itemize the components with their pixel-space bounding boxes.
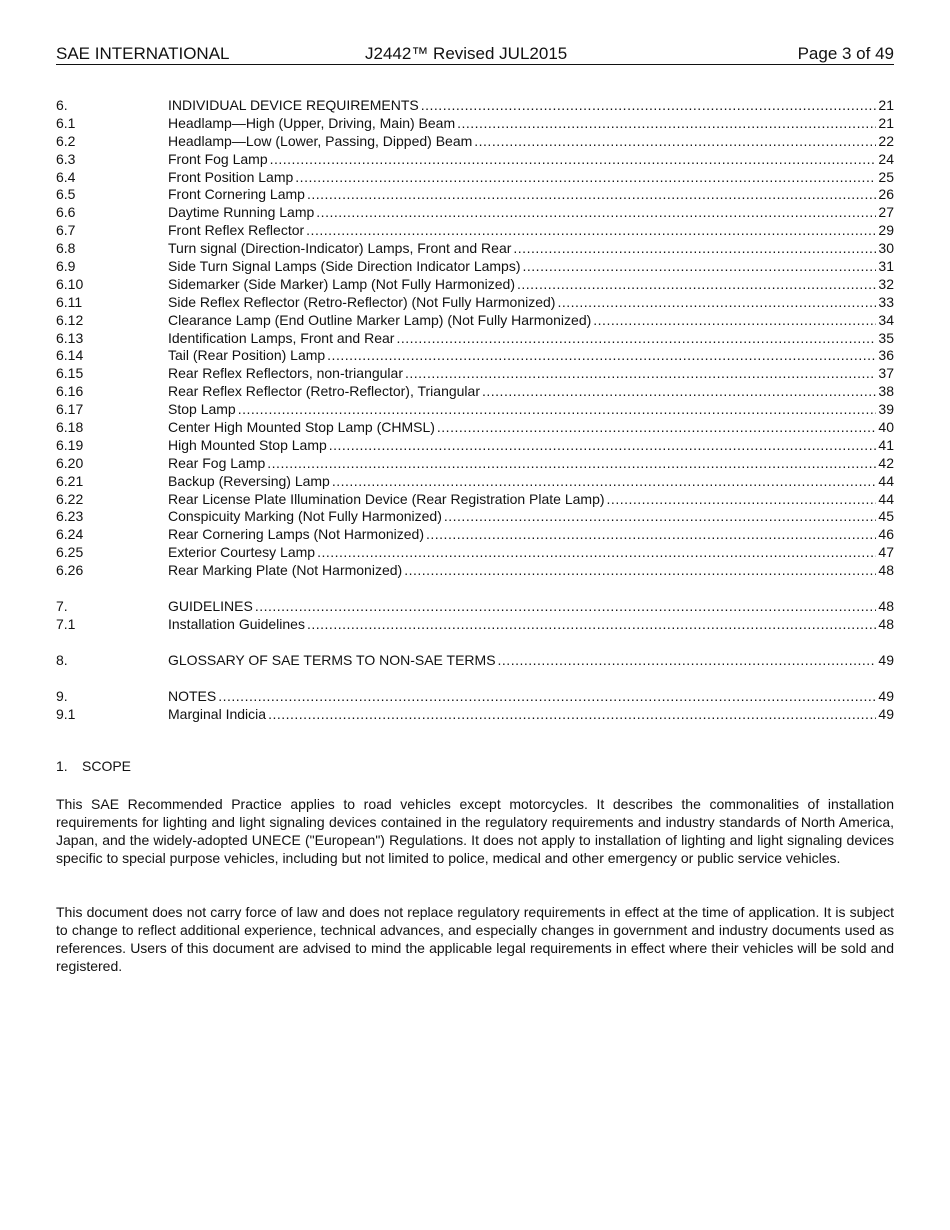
toc-dot-leader xyxy=(307,616,876,634)
toc-entry-number: 6.7 xyxy=(56,222,76,239)
toc-entry-number: 6.24 xyxy=(56,526,84,543)
toc-entry-title: Front Position Lamp xyxy=(168,168,294,185)
toc-entry-page: 49 xyxy=(878,651,894,668)
page-header xyxy=(56,44,894,65)
toc-entry-line xyxy=(168,455,894,473)
toc-dot-leader xyxy=(513,240,876,258)
toc-entry-page: 21 xyxy=(878,114,894,131)
toc-dot-leader xyxy=(404,562,876,580)
toc-entry-line xyxy=(168,222,894,240)
toc-entry-title: Rear License Plate Illumination Device (Rear Registration Plate Lamp) xyxy=(168,490,605,507)
toc-entry-title: Exterior Courtesy Lamp xyxy=(168,544,316,561)
toc-entry[interactable] xyxy=(56,688,894,706)
toc-entry-page: 25 xyxy=(878,168,894,185)
toc-entry-line xyxy=(168,115,894,133)
toc-entry-number: 6.22 xyxy=(56,490,84,507)
toc-dot-leader xyxy=(332,473,877,491)
toc-entry-page: 48 xyxy=(878,615,894,632)
toc-entry-page: 30 xyxy=(878,240,894,257)
toc-entry[interactable] xyxy=(56,544,894,562)
toc-entry[interactable] xyxy=(56,437,894,455)
toc-entry-page: 46 xyxy=(878,526,894,543)
toc-entry-line xyxy=(168,383,894,401)
toc-dot-leader xyxy=(267,455,876,473)
toc-dot-leader xyxy=(317,544,876,562)
toc-entry-number: 6. xyxy=(56,97,68,113)
toc-entry-title: Side Reflex Reflector (Retro-Reflector) (Not Fully Harmonized) xyxy=(168,293,556,310)
toc-entry[interactable] xyxy=(56,491,894,509)
header-organization: SAE INTERNATIONAL xyxy=(56,44,230,63)
toc-entry[interactable] xyxy=(56,204,894,222)
toc-entry-number: 6.6 xyxy=(56,204,76,221)
toc-entry-number: 7.1 xyxy=(56,615,76,632)
toc-entry[interactable] xyxy=(56,258,894,276)
header-document-id: J2442™ Revised JUL2015 xyxy=(365,44,568,63)
toc-entry[interactable] xyxy=(56,294,894,312)
toc-entry-page: 36 xyxy=(878,347,894,364)
toc-entry-line xyxy=(168,204,894,222)
toc-dot-leader xyxy=(306,222,876,240)
toc-entry-page: 49 xyxy=(878,687,894,704)
toc-entry-number: 6.11 xyxy=(56,293,83,310)
toc-entry-page: 44 xyxy=(878,490,894,507)
toc-entry-title: Rear Fog Lamp xyxy=(168,454,266,471)
toc-entry[interactable] xyxy=(56,97,894,115)
toc-entry-line xyxy=(168,294,894,312)
toc-entry-line xyxy=(168,401,894,419)
toc-entry-title: Center High Mounted Stop Lamp (CHMSL) xyxy=(168,419,435,436)
toc-entry-title: GUIDELINES xyxy=(168,598,253,615)
header-page-number: Page 3 of 49 xyxy=(797,44,894,63)
toc-entry-number: 6.21 xyxy=(56,472,84,489)
toc-entry-line xyxy=(168,365,894,383)
toc-entry[interactable] xyxy=(56,383,894,401)
toc-entry-page: 40 xyxy=(878,419,894,436)
toc-entry-page: 38 xyxy=(878,383,894,400)
toc-entry-title: Identification Lamps, Front and Rear xyxy=(168,329,395,346)
toc-entry-page: 47 xyxy=(878,544,894,561)
toc-entry-page: 32 xyxy=(878,275,894,292)
toc-entry-page: 45 xyxy=(878,508,894,525)
toc-entry[interactable] xyxy=(56,169,894,187)
toc-entry-page: 24 xyxy=(878,150,894,167)
toc-dot-leader xyxy=(268,706,876,724)
toc-entry-line xyxy=(168,473,894,491)
toc-entry-title: Front Reflex Reflector xyxy=(168,222,305,239)
toc-dot-leader xyxy=(327,347,876,365)
toc-entry-line xyxy=(168,508,894,526)
section-title: SCOPE xyxy=(82,758,132,774)
toc-entry[interactable] xyxy=(56,419,894,437)
toc-entry-line xyxy=(168,169,894,187)
toc-entry-page: 39 xyxy=(878,401,894,418)
toc-entry-number: 6.13 xyxy=(56,329,84,346)
toc-dot-leader xyxy=(255,598,877,616)
section-number: 1. xyxy=(56,758,68,774)
toc-entry-page: 31 xyxy=(878,258,894,275)
toc-entry-line xyxy=(168,347,894,365)
toc-entry-page: 29 xyxy=(878,222,894,239)
toc-dot-leader xyxy=(593,312,876,330)
toc-entry-number: 6.20 xyxy=(56,454,84,471)
toc-entry-line xyxy=(168,544,894,562)
toc-entry-number: 6.2 xyxy=(56,132,76,149)
toc-entry[interactable] xyxy=(56,222,894,240)
toc-group xyxy=(56,652,894,670)
toc-dot-leader xyxy=(523,258,877,276)
toc-dot-leader xyxy=(421,97,877,115)
toc-entry-number: 6.17 xyxy=(56,401,84,418)
toc-dot-leader xyxy=(307,186,876,204)
toc-entry-page: 21 xyxy=(878,97,894,113)
toc-entry[interactable] xyxy=(56,240,894,258)
toc-dot-leader xyxy=(474,133,876,151)
toc-entry-number: 6.4 xyxy=(56,168,76,185)
toc-entry[interactable] xyxy=(56,401,894,419)
toc-entry[interactable] xyxy=(56,133,894,151)
toc-entry-title: Headlamp—Low (Lower, Passing, Dipped) Beam xyxy=(168,132,473,149)
toc-dot-leader xyxy=(329,437,877,455)
toc-entry-number: 6.14 xyxy=(56,347,84,364)
toc-entry[interactable] xyxy=(56,365,894,383)
toc-entry-title: Side Turn Signal Lamps (Side Direction Indicator Lamps) xyxy=(168,258,521,275)
toc-entry[interactable] xyxy=(56,473,894,491)
toc-entry-line xyxy=(168,240,894,258)
toc-entry-line xyxy=(168,616,894,634)
toc-group xyxy=(56,97,894,580)
toc-group xyxy=(56,688,894,724)
toc-entry-line xyxy=(168,526,894,544)
toc-dot-leader xyxy=(498,652,877,670)
toc-entry-title: Turn signal (Direction-Indicator) Lamps, Front and Rear xyxy=(168,240,512,257)
toc-dot-leader xyxy=(607,491,877,509)
toc-entry-line xyxy=(168,151,894,169)
toc-entry-number: 6.3 xyxy=(56,150,76,167)
toc-entry-number: 6.25 xyxy=(56,544,84,561)
toc-entry-line xyxy=(168,562,894,580)
toc-entry-number: 6.9 xyxy=(56,258,76,275)
table-of-contents xyxy=(56,97,894,742)
toc-entry-number: 6.23 xyxy=(56,508,84,525)
toc-group xyxy=(56,598,894,634)
toc-entry-number: 6.19 xyxy=(56,436,84,453)
toc-entry[interactable] xyxy=(56,330,894,348)
toc-entry-title: Daytime Running Lamp xyxy=(168,204,315,221)
toc-entry-number: 6.12 xyxy=(56,311,84,328)
toc-entry-title: High Mounted Stop Lamp xyxy=(168,436,327,453)
toc-entry-title: Clearance Lamp (End Outline Marker Lamp) (Not Fully Harmonized) xyxy=(168,311,592,328)
toc-entry-line xyxy=(168,598,894,616)
toc-entry-title: Conspicuity Marking (Not Fully Harmonized) xyxy=(168,508,442,525)
toc-entry-title: Marginal Indicia xyxy=(168,705,267,722)
toc-entry-title: Rear Reflex Reflectors, non-triangular xyxy=(168,365,403,382)
toc-entry-line xyxy=(168,437,894,455)
toc-entry-title: Installation Guidelines xyxy=(168,615,305,632)
toc-entry-page: 41 xyxy=(878,436,894,453)
toc-entry-title: INDIVIDUAL DEVICE REQUIREMENTS xyxy=(168,97,419,113)
toc-entry-title: Backup (Reversing) Lamp xyxy=(168,472,330,489)
toc-entry-number: 7. xyxy=(56,598,68,615)
toc-entry-number: 8. xyxy=(56,651,68,668)
toc-entry-page: 49 xyxy=(878,705,894,722)
toc-entry-line xyxy=(168,652,894,670)
toc-dot-leader xyxy=(405,365,876,383)
toc-entry[interactable] xyxy=(56,347,894,365)
toc-entry-page: 42 xyxy=(878,454,894,471)
toc-entry-page: 44 xyxy=(878,472,894,489)
toc-entry-number: 6.26 xyxy=(56,562,84,579)
toc-entry-number: 6.5 xyxy=(56,186,76,203)
toc-entry[interactable] xyxy=(56,508,894,526)
toc-entry[interactable] xyxy=(56,526,894,544)
toc-entry-line xyxy=(168,97,894,115)
toc-entry-number: 6.10 xyxy=(56,275,84,292)
toc-dot-leader xyxy=(295,169,876,187)
toc-entry[interactable] xyxy=(56,312,894,330)
toc-dot-leader xyxy=(218,688,876,706)
toc-entry-line xyxy=(168,186,894,204)
toc-dot-leader xyxy=(517,276,876,294)
toc-entry-number: 6.18 xyxy=(56,419,84,436)
toc-entry-page: 33 xyxy=(878,293,894,310)
toc-entry-line xyxy=(168,276,894,294)
toc-dot-leader xyxy=(270,151,877,169)
toc-entry-line xyxy=(168,330,894,348)
toc-entry-line xyxy=(168,688,894,706)
toc-entry-page: 27 xyxy=(878,204,894,221)
toc-entry[interactable] xyxy=(56,115,894,133)
toc-dot-leader xyxy=(316,204,876,222)
toc-entry-title: Headlamp—High (Upper, Driving, Main) Beam xyxy=(168,114,456,131)
toc-dot-leader xyxy=(482,383,876,401)
toc-entry-number: 6.16 xyxy=(56,383,84,400)
toc-entry-page: 48 xyxy=(878,562,894,579)
toc-entry-title: Front Fog Lamp xyxy=(168,150,268,167)
toc-entry-title: Rear Reflex Reflector (Retro-Reflector), Triangular xyxy=(168,383,480,400)
toc-dot-leader xyxy=(457,115,876,133)
toc-entry-line xyxy=(168,706,894,724)
toc-entry[interactable] xyxy=(56,276,894,294)
toc-dot-leader xyxy=(396,330,876,348)
toc-dot-leader xyxy=(426,526,876,544)
toc-dot-leader xyxy=(557,294,876,312)
toc-entry-line xyxy=(168,312,894,330)
toc-entry-page: 34 xyxy=(878,311,894,328)
toc-entry-page: 48 xyxy=(878,598,894,615)
toc-entry-number: 6.8 xyxy=(56,240,76,257)
toc-entry-title: Front Cornering Lamp xyxy=(168,186,305,203)
toc-entry-number: 9.1 xyxy=(56,705,76,722)
section-heading-scope xyxy=(56,758,131,774)
scope-paragraph: This document does not carry force of law and does not replace regulatory requirements in effect at the time of application. It is subject to change to reflect additional experience, technical advances, and especially changes in government and industry documents used as references. Users of this document are advised to mind the applicable legal requirements in effect where their vehicles will be sold and registered. xyxy=(56,904,894,974)
toc-entry-page: 35 xyxy=(878,329,894,346)
scope-paragraph: This SAE Recommended Practice applies to road vehicles except motorcycles. It describes the commonalities of installation requirements for lighting and light signaling devices contained in the regulatory requirements and industry standards of North America, Japan, and the widely-adopted UNECE ("European") Regulations. It does not apply to installation of lighting and light signaling devices specific to special purpose vehicles, including but not limited to police, medical and other emergency or public service vehicles. xyxy=(56,796,894,866)
toc-dot-leader xyxy=(238,401,877,419)
toc-entry-title: Stop Lamp xyxy=(168,401,236,418)
toc-entry-number: 6.1 xyxy=(56,114,76,131)
toc-entry[interactable] xyxy=(56,455,894,473)
toc-entry-line xyxy=(168,133,894,151)
toc-entry-number: 6.15 xyxy=(56,365,84,382)
toc-entry-page: 26 xyxy=(878,186,894,203)
toc-entry-title: Rear Marking Plate (Not Harmonized) xyxy=(168,562,403,579)
toc-entry[interactable] xyxy=(56,562,894,580)
toc-entry-title: NOTES xyxy=(168,687,217,704)
toc-entry[interactable] xyxy=(56,151,894,169)
toc-entry[interactable] xyxy=(56,706,894,724)
toc-entry[interactable] xyxy=(56,186,894,204)
toc-entry-page: 22 xyxy=(878,132,894,149)
toc-entry[interactable] xyxy=(56,598,894,616)
toc-entry-line xyxy=(168,258,894,276)
toc-entry[interactable] xyxy=(56,652,894,670)
toc-entry[interactable] xyxy=(56,616,894,634)
toc-entry-title: GLOSSARY OF SAE TERMS TO NON-SAE TERMS xyxy=(168,651,496,668)
toc-entry-line xyxy=(168,491,894,509)
toc-entry-page: 37 xyxy=(878,365,894,382)
toc-entry-title: Sidemarker (Side Marker) Lamp (Not Fully Harmonized) xyxy=(168,275,515,292)
toc-dot-leader xyxy=(444,508,877,526)
toc-entry-number: 9. xyxy=(56,687,68,704)
toc-dot-leader xyxy=(437,419,877,437)
toc-entry-title: Tail (Rear Position) Lamp xyxy=(168,347,326,364)
toc-entry-line xyxy=(168,419,894,437)
toc-entry-title: Rear Cornering Lamps (Not Harmonized) xyxy=(168,526,424,543)
